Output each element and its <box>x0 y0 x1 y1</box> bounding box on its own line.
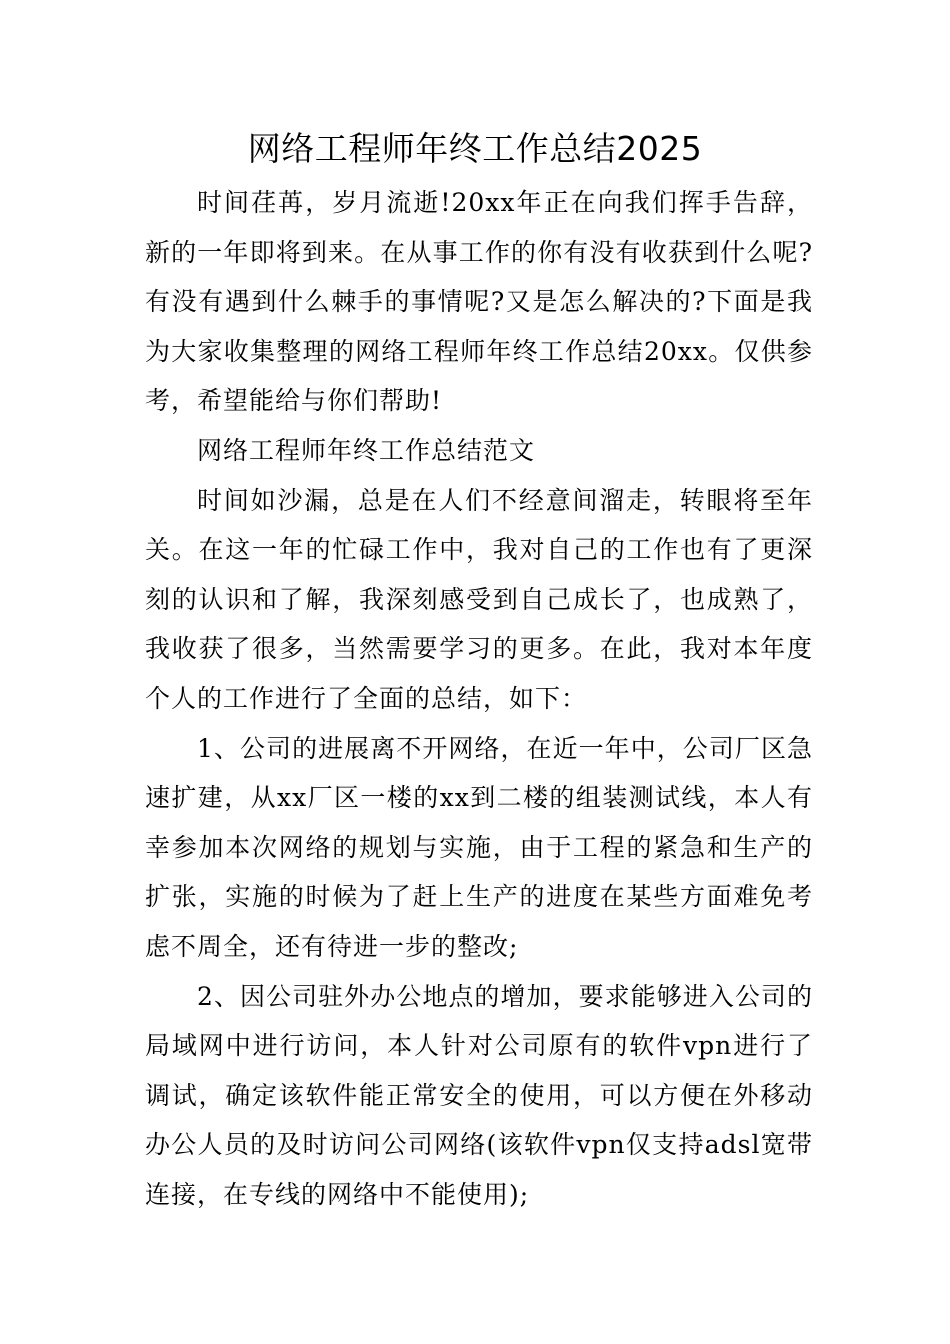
paragraph-item-1: 1、公司的进展离不开网络，在近一年中，公司厂区急速扩建，从xx厂区一楼的xx到二楼的组装测试线，本人有幸参加本次网络的规划与实施，由于工程的紧急和生产的扩张，实施的时候为了赶上生产的进度在某些方面难免考虑不周全，还有待进一步的整改; <box>145 733 813 961</box>
paragraph-item-2: 2、因公司驻外办公地点的增加，要求能够进入公司的局域网中进行访问，本人针对公司原有的软件vpn进行了调试，确定该软件能正常安全的使用，可以方便在外移动办公人员的及时访问公司网络(该软件vpn仅支持adsl宽带连接，在专线的网络中不能使用); <box>145 981 813 1209</box>
document-title: 网络工程师年终工作总结2025 <box>247 129 703 168</box>
paragraph-intro: 时间荏苒，岁月流逝!20xx年正在向我们挥手告辞，新的一年即将到来。在从事工作的你有没有收获到什么呢?有没有遇到什么棘手的事情呢?又是怎么解决的?下面是我为大家收集整理的网络工程师年终工作总结20xx。仅供参考，希望能给与你们帮助! <box>145 188 813 416</box>
paragraph-subheading: 网络工程师年终工作总结范文 <box>197 435 536 465</box>
paragraph-summary: 时间如沙漏，总是在人们不经意间溜走，转眼将至年关。在这一年的忙碌工作中，我对自己的工作也有了更深刻的认识和了解，我深刻感受到自己成长了，也成熟了，我收获了很多，当然需要学习的更多。在此，我对本年度个人的工作进行了全面的总结，如下： <box>145 485 813 713</box>
document-body <box>145 178 813 1219</box>
